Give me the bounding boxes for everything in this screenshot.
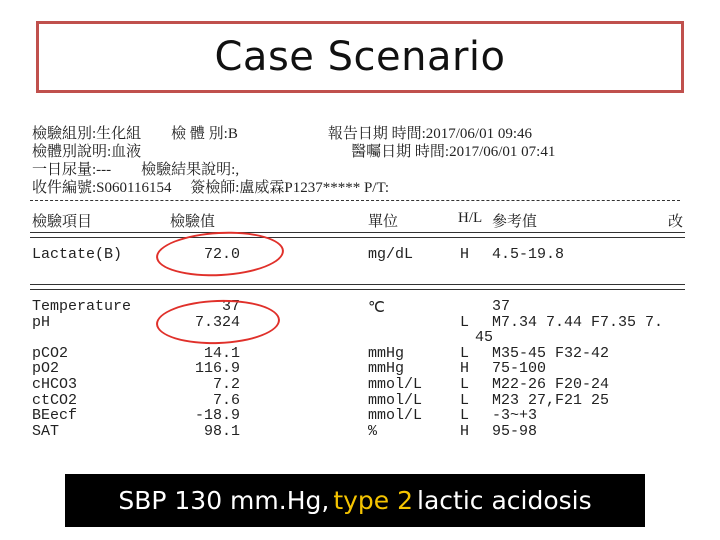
col-header-change: 改 xyxy=(668,214,684,230)
gas-item: ctCO2 xyxy=(32,391,78,409)
gas-ref: 37 xyxy=(492,298,511,315)
gas-flag: L xyxy=(460,313,470,331)
col-header-ref: 參考值 xyxy=(492,214,538,230)
gas-item: pO2 xyxy=(32,360,60,378)
gas-unit: mmol/L xyxy=(368,376,423,393)
report-header-line-1: 檢驗組別:生化組 檢 體 別:B 報告日期 時間:2017/06/01 09:46 xyxy=(32,126,533,142)
caption-part-1: SBP 130 mm.Hg, xyxy=(118,486,330,515)
gas-unit: % xyxy=(368,422,378,440)
lactate-value: 72.0 xyxy=(203,246,240,263)
lactate-ref: 4.5-19.8 xyxy=(492,246,565,263)
col-header-item: 檢驗項目 xyxy=(32,214,93,230)
gas-value: 37 xyxy=(221,298,240,315)
col-header-unit: 單位 xyxy=(368,214,399,230)
gas-unit: mmol/L xyxy=(368,391,423,409)
col-header-flag: H/L xyxy=(458,210,483,226)
lactate-item: Lactate(B) xyxy=(32,246,123,263)
gas-item: pH xyxy=(32,313,51,331)
lactate-unit: mg/dL xyxy=(368,246,414,263)
gas-ref: 95-98 xyxy=(492,422,538,440)
report-header-line-4: 收件編號:S060116154 簽檢師:盧威霖P1237***** P/T: xyxy=(32,180,390,196)
gas-unit: mmHg xyxy=(368,344,405,362)
caption-accent: type 2 xyxy=(333,486,414,515)
gas-ref: M22-26 F20-24 xyxy=(492,376,610,393)
gas-ref: M23 27,F21 25 xyxy=(492,391,610,409)
gas-ref: M7.34 7.44 F7.35 7. xyxy=(492,313,664,331)
lactate-flag: H xyxy=(460,246,470,263)
caption-part-2: lactic acidosis xyxy=(417,486,592,515)
gas-item: pCO2 xyxy=(32,344,69,362)
col-header-value: 檢驗值 xyxy=(170,214,216,230)
gas-flag: L xyxy=(460,391,470,409)
title-box xyxy=(36,21,684,93)
gas-item: Temperature xyxy=(32,298,132,315)
gas-unit: ℃ xyxy=(368,300,385,317)
gas-unit: mmol/L xyxy=(368,407,423,425)
gas-flag: L xyxy=(460,407,470,425)
gas-value: 14.1 xyxy=(203,344,240,362)
gas-value: 116.9 xyxy=(194,360,240,378)
gas-value: 7.2 xyxy=(212,376,240,393)
double-separator xyxy=(30,232,685,238)
gas-item: cHCO3 xyxy=(32,376,78,393)
report-header-line-2: 檢體別說明:血液 醫囑日期 時間:2017/06/01 07:41 xyxy=(32,144,556,160)
gas-unit: mmHg xyxy=(368,360,405,378)
gas-flag: L xyxy=(460,344,470,362)
slide-title: Case Scenario xyxy=(214,34,506,80)
gas-ref: -3~+3 xyxy=(492,407,538,425)
caption-bar xyxy=(65,474,645,527)
gas-flag: H xyxy=(460,422,470,440)
gas-ref: 75-100 xyxy=(492,360,547,378)
gas-item: BEecf xyxy=(32,407,78,425)
gas-value: -18.9 xyxy=(194,407,240,425)
gas-value: 7.6 xyxy=(212,391,240,409)
gas-flag: H xyxy=(460,360,470,378)
gas-value: 7.324 xyxy=(194,313,240,331)
gas-flag: L xyxy=(460,376,470,393)
dashed-separator xyxy=(30,200,680,201)
lab-report-image xyxy=(30,120,690,465)
double-separator-2 xyxy=(30,284,685,290)
gas-value: 98.1 xyxy=(203,422,240,440)
gas-ref: 45 xyxy=(475,329,494,347)
gas-ref: M35-45 F32-42 xyxy=(492,344,610,362)
gas-item: SAT xyxy=(32,422,60,440)
report-header-line-3: 一日尿量:--- 檢驗結果說明:, xyxy=(32,162,240,178)
